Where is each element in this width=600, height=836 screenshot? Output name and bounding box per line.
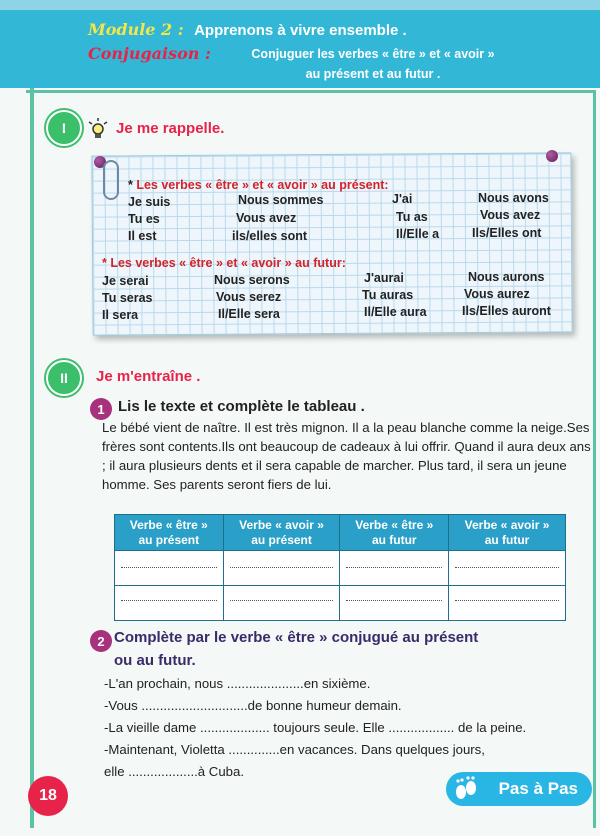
module-label: Module 2 : [88,20,184,39]
futur-etre-pl-1: Nous serons [214,273,290,287]
present-etre-1: Je suis [128,195,171,209]
conjugaison-objective [228,44,518,84]
header-line: au futur [484,532,530,547]
exercise-2-number: 2 [90,630,112,652]
exercise-1-text: Le bébé vient de naître. Il est très mignon. Il a la peau blanche comme la neige.Ses frères sont contents.Ils ont beaucoup de cadeaux à lui offrir. Quand il aura deux ans ; il aura plusieurs dents et il sera capable de marcher. Plus tard, il sera un jeune homme. Ses parents seront fiers de lui. [102,420,591,492]
brand-logo: Pas à Pas [446,772,592,806]
futur-etre-3: Il sera [102,308,139,322]
present-etre-pl-3: ils/elles sont [232,229,308,243]
sentence-3: -La vieille dame ................... toujours seule. Elle .................. de la peine. [104,720,527,735]
lightbulb-icon [88,118,108,140]
answer-cell[interactable] [223,586,340,621]
module-line [88,20,407,40]
conjugaison-label: Conjugaison : [88,44,211,63]
futur-avoir-2: Tu auras [362,288,414,302]
dotted-line [346,600,442,601]
answer-cell[interactable] [115,586,224,621]
futur-etre-pl-2: Vous serez [216,290,282,304]
header-line: au futur [371,532,417,547]
present-etre-pl-1: Nous sommes [238,193,324,207]
present-heading [128,178,389,192]
table-header-etre-present [115,515,224,551]
sentence-5: elle ...................à Cuba. [104,764,244,779]
dotted-line [346,567,442,568]
header-line: Verbe « être » [355,517,434,532]
header-line: Verbe « avoir » [239,517,324,532]
exercise-1-title: Lis le texte et complète le tableau . [118,398,365,415]
pin-right-icon [546,150,558,162]
answer-cell[interactable] [340,551,449,586]
header-line: Verbe « avoir » [464,517,550,532]
dotted-line [455,567,559,568]
answer-cell[interactable] [449,586,566,621]
header-line: au présent [138,532,200,547]
page-number: 18 [28,776,68,816]
answer-cell[interactable] [449,551,566,586]
present-etre-3: Il est [128,229,157,243]
objective-line-2: au présent et au futur . [305,67,441,81]
futur-avoir-1: J'aurai [364,271,404,285]
answer-cell[interactable] [340,586,449,621]
present-etre-pl-2: Vous avez [236,211,297,225]
table-header-avoir-present [223,515,340,551]
exercise-2-title-line-1: Complète par le verbe « être » conjugué au présent [114,629,479,646]
section-badge-2: II [46,360,82,396]
present-avoir-3: Il/Elle a [396,227,440,241]
section-title-rappel: Je me rappelle. [116,120,225,137]
present-avoir-pl-1: Nous avons [478,191,549,205]
dotted-line [230,567,334,568]
dotted-line [121,567,217,568]
futur-avoir-3: Il/Elle aura [364,305,427,319]
present-avoir-pl-2: Vous avez [480,208,541,222]
dotted-line [121,600,217,601]
present-avoir-2: Tu as [396,210,428,224]
sentence-1: -L'an prochain, nous .....................en sixième. [104,676,371,691]
objective-line-1: Conjuguer les verbes « être » et « avoir » [251,47,495,61]
present-avoir-pl-3: Ils/Elles ont [472,226,542,240]
margin-line [30,88,34,828]
header-line: Verbe « être » [129,517,208,532]
footprints-icon [452,775,480,803]
dotted-line [455,600,559,601]
futur-avoir-pl-3: Ils/Elles auront [462,304,551,318]
header-stripe [0,0,600,10]
present-avoir-1: J'ai [392,192,413,206]
module-header [0,0,600,88]
section-title-entraine: Je m'entraîne . [96,368,201,385]
futur-etre-2: Tu seras [102,291,153,305]
section-badge-1: I [46,110,82,146]
futur-etre-pl-3: Il/Elle sera [218,307,280,321]
table-header-avoir-futur [449,515,566,551]
module-title: Apprenons à vivre ensemble . [194,22,407,39]
answer-cell[interactable] [223,551,340,586]
present-heading-text: Les verbes « être » et « avoir » au présent: [132,178,389,192]
paperclip-icon [103,160,119,200]
futur-etre-1: Je serai [102,274,149,288]
dotted-line [230,600,334,601]
futur-heading: * Les verbes « être » et « avoir » au futur: [102,256,346,270]
exercise-2-title-line-2: ou au futur. [114,652,196,669]
present-heading-star: * [128,178,133,192]
sentence-2: -Vous .............................de bonne humeur demain. [104,698,402,713]
futur-avoir-pl-1: Nous aurons [468,270,545,284]
header-line: au présent [251,532,312,547]
table-header-etre-futur [340,515,449,551]
verb-table [114,514,566,621]
sentence-4: -Maintenant, Violetta ..............en vacances. Dans quelques jours, [104,742,485,757]
present-etre-2: Tu es [128,212,160,226]
answer-cell[interactable] [115,551,224,586]
futur-avoir-pl-2: Vous aurez [464,287,530,301]
exercise-1-number: 1 [90,398,112,420]
